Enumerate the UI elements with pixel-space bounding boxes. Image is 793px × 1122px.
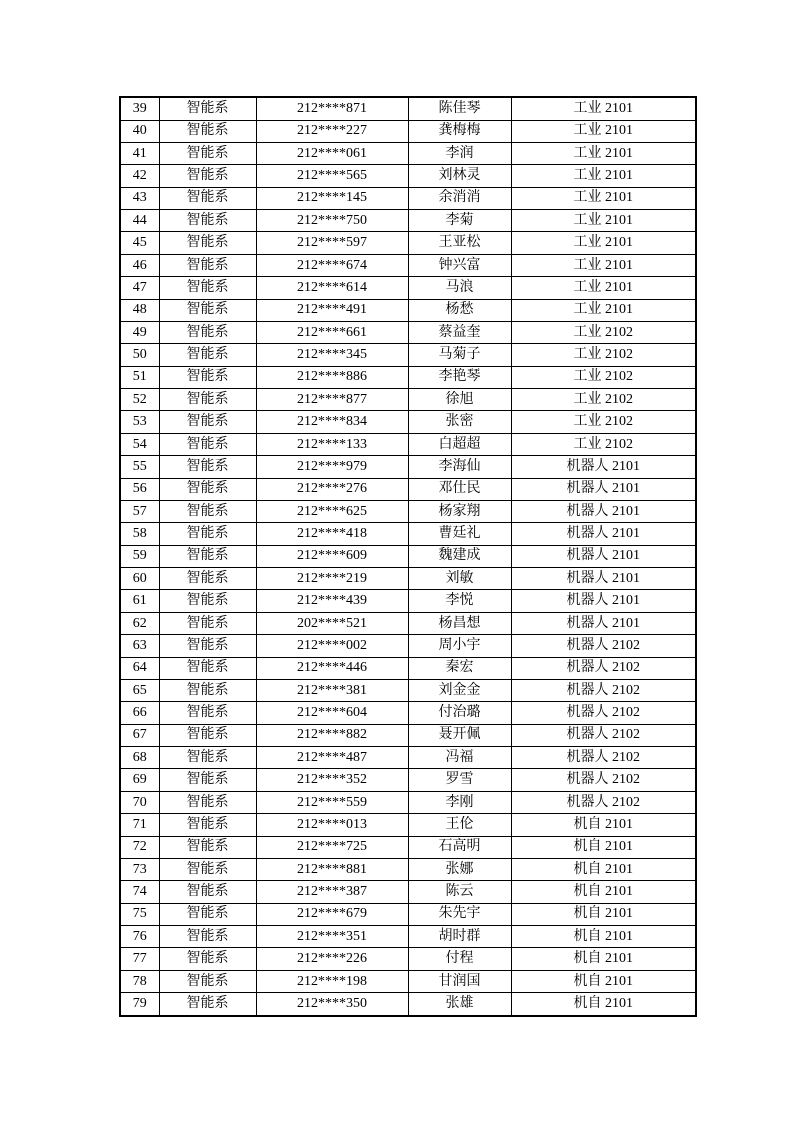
cell-class_name: 工业 2102 — [511, 366, 696, 388]
table-row — [120, 433, 696, 455]
table-row — [120, 724, 696, 746]
cell-student_id: 212****750 — [256, 210, 408, 232]
cell-dept: 智能系 — [159, 545, 256, 567]
cell-dept: 智能系 — [159, 254, 256, 276]
cell-no: 48 — [120, 299, 159, 321]
cell-no: 57 — [120, 500, 159, 522]
cell-dept: 智能系 — [159, 635, 256, 657]
cell-student_id: 212****198 — [256, 970, 408, 992]
cell-dept: 智能系 — [159, 612, 256, 634]
cell-dept: 智能系 — [159, 948, 256, 970]
cell-student_id: 212****979 — [256, 456, 408, 478]
cell-class_name: 机自 2101 — [511, 836, 696, 858]
cell-dept: 智能系 — [159, 903, 256, 925]
cell-dept: 智能系 — [159, 836, 256, 858]
cell-class_name: 机自 2101 — [511, 814, 696, 836]
cell-no: 76 — [120, 926, 159, 948]
cell-student_id: 212****133 — [256, 433, 408, 455]
cell-dept: 智能系 — [159, 679, 256, 701]
cell-class_name: 工业 2102 — [511, 321, 696, 343]
cell-student_id: 212****145 — [256, 187, 408, 209]
table-row — [120, 791, 696, 813]
cell-class_name: 机器人 2102 — [511, 657, 696, 679]
cell-class_name: 机器人 2102 — [511, 769, 696, 791]
cell-dept: 智能系 — [159, 433, 256, 455]
table-row — [120, 657, 696, 679]
cell-no: 73 — [120, 858, 159, 880]
cell-name: 王伦 — [408, 814, 511, 836]
cell-student_id: 212****418 — [256, 523, 408, 545]
cell-no: 77 — [120, 948, 159, 970]
cell-class_name: 工业 2101 — [511, 142, 696, 164]
cell-name: 刘敏 — [408, 568, 511, 590]
table-row — [120, 210, 696, 232]
cell-class_name: 工业 2101 — [511, 254, 696, 276]
table-row — [120, 747, 696, 769]
cell-name: 李刚 — [408, 791, 511, 813]
cell-name: 陈云 — [408, 881, 511, 903]
cell-dept: 智能系 — [159, 523, 256, 545]
cell-student_id: 212****661 — [256, 321, 408, 343]
cell-name: 李海仙 — [408, 456, 511, 478]
cell-dept: 智能系 — [159, 881, 256, 903]
cell-no: 44 — [120, 210, 159, 232]
table-row — [120, 523, 696, 545]
cell-name: 胡时群 — [408, 926, 511, 948]
cell-student_id: 212****352 — [256, 769, 408, 791]
cell-name: 张雄 — [408, 993, 511, 1016]
cell-name: 刘金金 — [408, 679, 511, 701]
cell-student_id: 212****674 — [256, 254, 408, 276]
cell-name: 王亚松 — [408, 232, 511, 254]
table-row — [120, 97, 696, 120]
cell-student_id: 212****387 — [256, 881, 408, 903]
table-row — [120, 187, 696, 209]
table-row — [120, 389, 696, 411]
table-row — [120, 366, 696, 388]
cell-name: 付程 — [408, 948, 511, 970]
cell-dept: 智能系 — [159, 389, 256, 411]
cell-name: 白超超 — [408, 433, 511, 455]
cell-student_id: 212****219 — [256, 568, 408, 590]
cell-no: 40 — [120, 120, 159, 142]
cell-dept: 智能系 — [159, 993, 256, 1016]
table-row — [120, 545, 696, 567]
cell-name: 钟兴富 — [408, 254, 511, 276]
table-row — [120, 299, 696, 321]
cell-dept: 智能系 — [159, 97, 256, 120]
cell-student_id: 212****559 — [256, 791, 408, 813]
cell-dept: 智能系 — [159, 456, 256, 478]
table-row — [120, 635, 696, 657]
cell-dept: 智能系 — [159, 299, 256, 321]
cell-dept: 智能系 — [159, 142, 256, 164]
cell-name: 杨家翔 — [408, 500, 511, 522]
cell-class_name: 工业 2101 — [511, 277, 696, 299]
cell-student_id: 212****834 — [256, 411, 408, 433]
cell-name: 付治璐 — [408, 702, 511, 724]
cell-class_name: 机器人 2101 — [511, 568, 696, 590]
table-row — [120, 612, 696, 634]
table-row — [120, 411, 696, 433]
cell-class_name: 工业 2102 — [511, 344, 696, 366]
cell-dept: 智能系 — [159, 120, 256, 142]
cell-student_id: 212****002 — [256, 635, 408, 657]
cell-dept: 智能系 — [159, 187, 256, 209]
table-row — [120, 165, 696, 187]
cell-student_id: 212****679 — [256, 903, 408, 925]
cell-dept: 智能系 — [159, 232, 256, 254]
cell-class_name: 机器人 2102 — [511, 702, 696, 724]
table-row — [120, 679, 696, 701]
cell-no: 65 — [120, 679, 159, 701]
cell-class_name: 机器人 2101 — [511, 478, 696, 500]
cell-class_name: 机器人 2102 — [511, 724, 696, 746]
cell-no: 53 — [120, 411, 159, 433]
cell-student_id: 212****491 — [256, 299, 408, 321]
cell-no: 72 — [120, 836, 159, 858]
cell-no: 55 — [120, 456, 159, 478]
cell-no: 49 — [120, 321, 159, 343]
cell-name: 马浪 — [408, 277, 511, 299]
table-row — [120, 858, 696, 880]
cell-class_name: 工业 2101 — [511, 120, 696, 142]
table-row — [120, 881, 696, 903]
table-row — [120, 814, 696, 836]
table-row — [120, 903, 696, 925]
cell-student_id: 212****871 — [256, 97, 408, 120]
cell-dept: 智能系 — [159, 747, 256, 769]
cell-dept: 智能系 — [159, 500, 256, 522]
cell-class_name: 机器人 2101 — [511, 590, 696, 612]
cell-no: 52 — [120, 389, 159, 411]
cell-dept: 智能系 — [159, 590, 256, 612]
cell-student_id: 212****446 — [256, 657, 408, 679]
cell-name: 李菊 — [408, 210, 511, 232]
cell-student_id: 212****381 — [256, 679, 408, 701]
cell-class_name: 机自 2101 — [511, 948, 696, 970]
cell-name: 龚梅梅 — [408, 120, 511, 142]
roster-table-body — [120, 97, 696, 1016]
cell-dept: 智能系 — [159, 277, 256, 299]
student-roster-table — [119, 96, 697, 1017]
cell-dept: 智能系 — [159, 568, 256, 590]
cell-no: 78 — [120, 970, 159, 992]
cell-class_name: 工业 2102 — [511, 433, 696, 455]
cell-dept: 智能系 — [159, 344, 256, 366]
table-row — [120, 456, 696, 478]
cell-class_name: 工业 2102 — [511, 411, 696, 433]
cell-no: 51 — [120, 366, 159, 388]
cell-no: 66 — [120, 702, 159, 724]
cell-name: 刘林灵 — [408, 165, 511, 187]
table-row — [120, 590, 696, 612]
cell-no: 71 — [120, 814, 159, 836]
cell-no: 75 — [120, 903, 159, 925]
cell-class_name: 工业 2101 — [511, 187, 696, 209]
cell-no: 43 — [120, 187, 159, 209]
cell-class_name: 机自 2101 — [511, 926, 696, 948]
cell-class_name: 机自 2101 — [511, 858, 696, 880]
table-row — [120, 993, 696, 1016]
table-row — [120, 948, 696, 970]
table-row — [120, 836, 696, 858]
cell-no: 42 — [120, 165, 159, 187]
cell-student_id: 212****614 — [256, 277, 408, 299]
cell-dept: 智能系 — [159, 478, 256, 500]
cell-dept: 智能系 — [159, 411, 256, 433]
cell-class_name: 机器人 2102 — [511, 791, 696, 813]
cell-student_id: 212****877 — [256, 389, 408, 411]
cell-dept: 智能系 — [159, 321, 256, 343]
cell-student_id: 212****345 — [256, 344, 408, 366]
cell-student_id: 212****276 — [256, 478, 408, 500]
cell-class_name: 机自 2101 — [511, 903, 696, 925]
cell-dept: 智能系 — [159, 858, 256, 880]
cell-class_name: 工业 2101 — [511, 299, 696, 321]
cell-class_name: 机器人 2101 — [511, 500, 696, 522]
cell-no: 63 — [120, 635, 159, 657]
cell-class_name: 工业 2102 — [511, 389, 696, 411]
cell-name: 甘润国 — [408, 970, 511, 992]
cell-class_name: 机器人 2102 — [511, 635, 696, 657]
cell-no: 45 — [120, 232, 159, 254]
cell-student_id: 212****625 — [256, 500, 408, 522]
table-row — [120, 277, 696, 299]
cell-student_id: 212****487 — [256, 747, 408, 769]
cell-name: 张密 — [408, 411, 511, 433]
cell-class_name: 机自 2101 — [511, 970, 696, 992]
cell-class_name: 机器人 2101 — [511, 612, 696, 634]
cell-student_id: 212****061 — [256, 142, 408, 164]
cell-class_name: 机器人 2102 — [511, 747, 696, 769]
cell-no: 64 — [120, 657, 159, 679]
cell-name: 李悦 — [408, 590, 511, 612]
cell-student_id: 212****604 — [256, 702, 408, 724]
cell-student_id: 212****886 — [256, 366, 408, 388]
cell-name: 魏建成 — [408, 545, 511, 567]
cell-dept: 智能系 — [159, 366, 256, 388]
cell-dept: 智能系 — [159, 970, 256, 992]
table-row — [120, 232, 696, 254]
cell-student_id: 212****013 — [256, 814, 408, 836]
cell-name: 杨昌想 — [408, 612, 511, 634]
table-row — [120, 478, 696, 500]
cell-no: 70 — [120, 791, 159, 813]
table-row — [120, 500, 696, 522]
cell-no: 39 — [120, 97, 159, 120]
cell-student_id: 212****227 — [256, 120, 408, 142]
cell-student_id: 212****597 — [256, 232, 408, 254]
cell-class_name: 机器人 2101 — [511, 456, 696, 478]
cell-no: 61 — [120, 590, 159, 612]
cell-student_id: 212****226 — [256, 948, 408, 970]
cell-no: 60 — [120, 568, 159, 590]
cell-no: 54 — [120, 433, 159, 455]
cell-name: 朱先宇 — [408, 903, 511, 925]
cell-no: 79 — [120, 993, 159, 1016]
cell-name: 李艳琴 — [408, 366, 511, 388]
cell-no: 50 — [120, 344, 159, 366]
cell-no: 67 — [120, 724, 159, 746]
cell-student_id: 212****351 — [256, 926, 408, 948]
cell-name: 罗雪 — [408, 769, 511, 791]
cell-name: 秦宏 — [408, 657, 511, 679]
cell-name: 余消消 — [408, 187, 511, 209]
cell-student_id: 212****439 — [256, 590, 408, 612]
cell-no: 69 — [120, 769, 159, 791]
cell-class_name: 机器人 2102 — [511, 679, 696, 701]
cell-name: 徐旭 — [408, 389, 511, 411]
cell-student_id: 212****725 — [256, 836, 408, 858]
cell-name: 陈佳琴 — [408, 97, 511, 120]
cell-no: 41 — [120, 142, 159, 164]
cell-dept: 智能系 — [159, 657, 256, 679]
cell-no: 59 — [120, 545, 159, 567]
cell-student_id: 212****881 — [256, 858, 408, 880]
table-row — [120, 970, 696, 992]
cell-name: 聂开佩 — [408, 724, 511, 746]
cell-student_id: 212****609 — [256, 545, 408, 567]
cell-class_name: 工业 2101 — [511, 210, 696, 232]
cell-name: 邓仕民 — [408, 478, 511, 500]
cell-no: 58 — [120, 523, 159, 545]
cell-name: 冯福 — [408, 747, 511, 769]
cell-name: 蔡益奎 — [408, 321, 511, 343]
table-row — [120, 254, 696, 276]
cell-class_name: 机器人 2101 — [511, 545, 696, 567]
cell-no: 68 — [120, 747, 159, 769]
cell-class_name: 工业 2101 — [511, 97, 696, 120]
cell-dept: 智能系 — [159, 926, 256, 948]
cell-no: 56 — [120, 478, 159, 500]
cell-no: 47 — [120, 277, 159, 299]
cell-name: 杨愁 — [408, 299, 511, 321]
cell-dept: 智能系 — [159, 702, 256, 724]
cell-name: 马菊子 — [408, 344, 511, 366]
cell-student_id: 212****350 — [256, 993, 408, 1016]
table-row — [120, 769, 696, 791]
cell-dept: 智能系 — [159, 165, 256, 187]
cell-name: 李润 — [408, 142, 511, 164]
cell-dept: 智能系 — [159, 814, 256, 836]
cell-name: 周小宇 — [408, 635, 511, 657]
cell-name: 张娜 — [408, 858, 511, 880]
cell-dept: 智能系 — [159, 791, 256, 813]
cell-no: 46 — [120, 254, 159, 276]
cell-dept: 智能系 — [159, 210, 256, 232]
table-row — [120, 344, 696, 366]
cell-student_id: 202****521 — [256, 612, 408, 634]
cell-no: 74 — [120, 881, 159, 903]
table-row — [120, 120, 696, 142]
cell-class_name: 机自 2101 — [511, 993, 696, 1016]
cell-dept: 智能系 — [159, 769, 256, 791]
cell-no: 62 — [120, 612, 159, 634]
table-row — [120, 321, 696, 343]
table-row — [120, 142, 696, 164]
cell-dept: 智能系 — [159, 724, 256, 746]
table-row — [120, 926, 696, 948]
cell-class_name: 机自 2101 — [511, 881, 696, 903]
cell-name: 石高明 — [408, 836, 511, 858]
cell-student_id: 212****882 — [256, 724, 408, 746]
cell-name: 曹廷礼 — [408, 523, 511, 545]
table-row — [120, 702, 696, 724]
cell-student_id: 212****565 — [256, 165, 408, 187]
cell-class_name: 工业 2101 — [511, 232, 696, 254]
table-row — [120, 568, 696, 590]
cell-class_name: 机器人 2101 — [511, 523, 696, 545]
cell-class_name: 工业 2101 — [511, 165, 696, 187]
